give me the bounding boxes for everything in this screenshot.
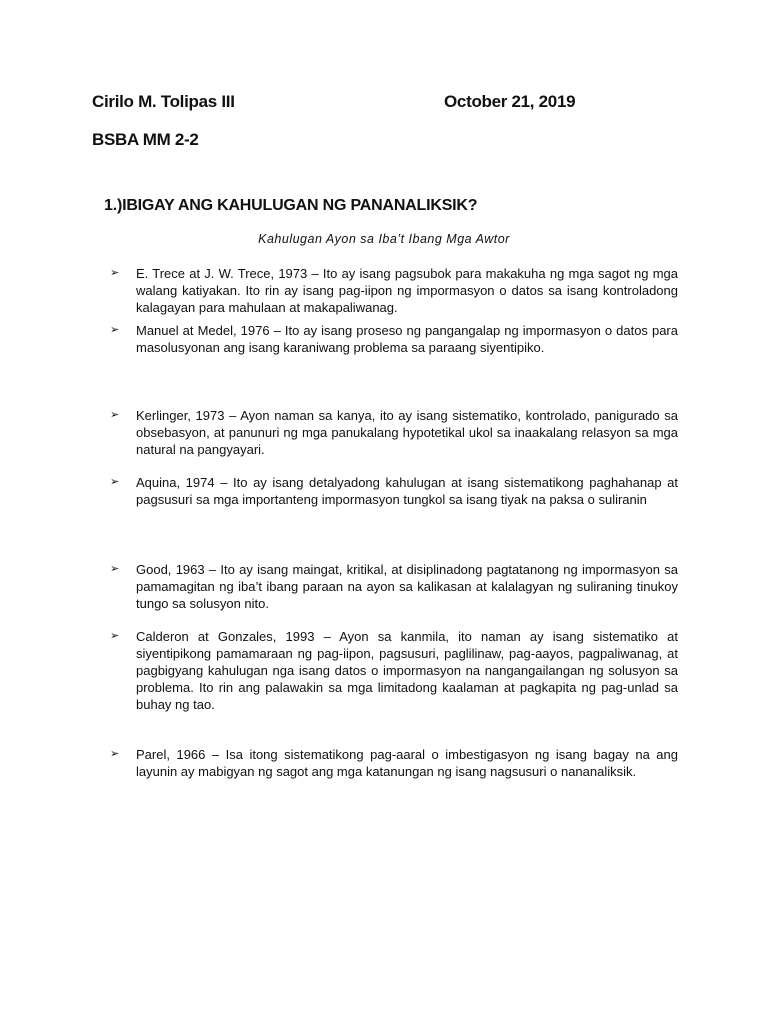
- arrow-bullet-icon: ➢: [110, 748, 120, 760]
- definition-item: [110, 746, 678, 780]
- definition-text: E. Trece at J. W. Trece, 1973 – Ito ay isang pagsubok para makakuha ng mga sagot ng mga walang katiyakan. Ito rin ay isang pag-iipon ng impormasyon o datos sa isang kontroladong kalagayan para mahulaan at makapaliwanag.: [136, 266, 678, 315]
- arrow-bullet-icon: ➢: [110, 324, 120, 336]
- definition-item: [110, 561, 678, 612]
- definition-text: Good, 1963 – Ito ay isang maingat, kritikal, at disiplinadong pagtatanong ng impormasyon sa pamamagitan ng iba’t ibang paraan na ayon sa kalikasan at kalalagyan ng suliraning tinukoy tungo sa solusyon nito.: [136, 562, 678, 611]
- definition-item: [110, 628, 678, 713]
- author-name: Cirilo M. Tolipas III: [92, 92, 235, 111]
- definition-item: [110, 474, 678, 508]
- arrow-bullet-icon: ➢: [110, 476, 120, 488]
- definition-text: Aquina, 1974 – Ito ay isang detalyadong kahulugan at isang sistematikong paghahanap at pagsusuri sa mga importanteng impormasyon tungkol sa isang tiyak na paksa o suliranin: [136, 475, 678, 507]
- definition-text: Parel, 1966 – Isa itong sistematikong pag-aaral o imbestigasyon ng isang bagay na ang layunin ay mabigyan ng sagot ang mga katanungan ng isang nagsusuri o nananaliksik.: [136, 747, 678, 779]
- arrow-bullet-icon: ➢: [110, 267, 120, 279]
- arrow-bullet-icon: ➢: [110, 409, 120, 421]
- definition-text: Kerlinger, 1973 – Ayon naman sa kanya, ito ay isang sistematiko, kontrolado, panigurado sa obsebasyon, at panunuri ng mga panukalang hypotetikal ukol sa inaakalang relasyon sa mga natural na pangyayari.: [136, 408, 678, 457]
- subtitle: Kahulugan Ayon sa Iba’t Ibang Mga Awtor: [258, 232, 510, 246]
- definition-text: Manuel at Medel, 1976 – Ito ay isang proseso ng pangangalap ng impormasyon o datos para masolusyonan ang isang karaniwang problema sa paraang siyentipiko.: [136, 323, 678, 355]
- document-date: October 21, 2019: [444, 92, 576, 111]
- arrow-bullet-icon: ➢: [110, 630, 120, 642]
- question-heading: 1.)IBIGAY ANG KAHULUGAN NG PANANALIKSIK?: [104, 197, 478, 214]
- course-section: BSBA MM 2-2: [92, 130, 199, 149]
- arrow-bullet-icon: ➢: [110, 563, 120, 575]
- definition-item: [110, 265, 678, 316]
- definition-item: [110, 322, 678, 356]
- definition-text: Calderon at Gonzales, 1993 – Ayon sa kanmila, ito naman ay isang sistematiko at siyentipikong pamamaraan ng pag-iipon, pagsusuri, paglilinaw, pag-aayos, pagpaliwanag, at pagbigyang kahulugan nga isang datos o impormasyon na nangangailangan ng solusyon sa problema. Ito rin ang palawakin sa mga limitadong kaalaman at pagkapita ng pag-unlad sa buhay ng tao.: [136, 629, 678, 712]
- definition-item: [110, 407, 678, 458]
